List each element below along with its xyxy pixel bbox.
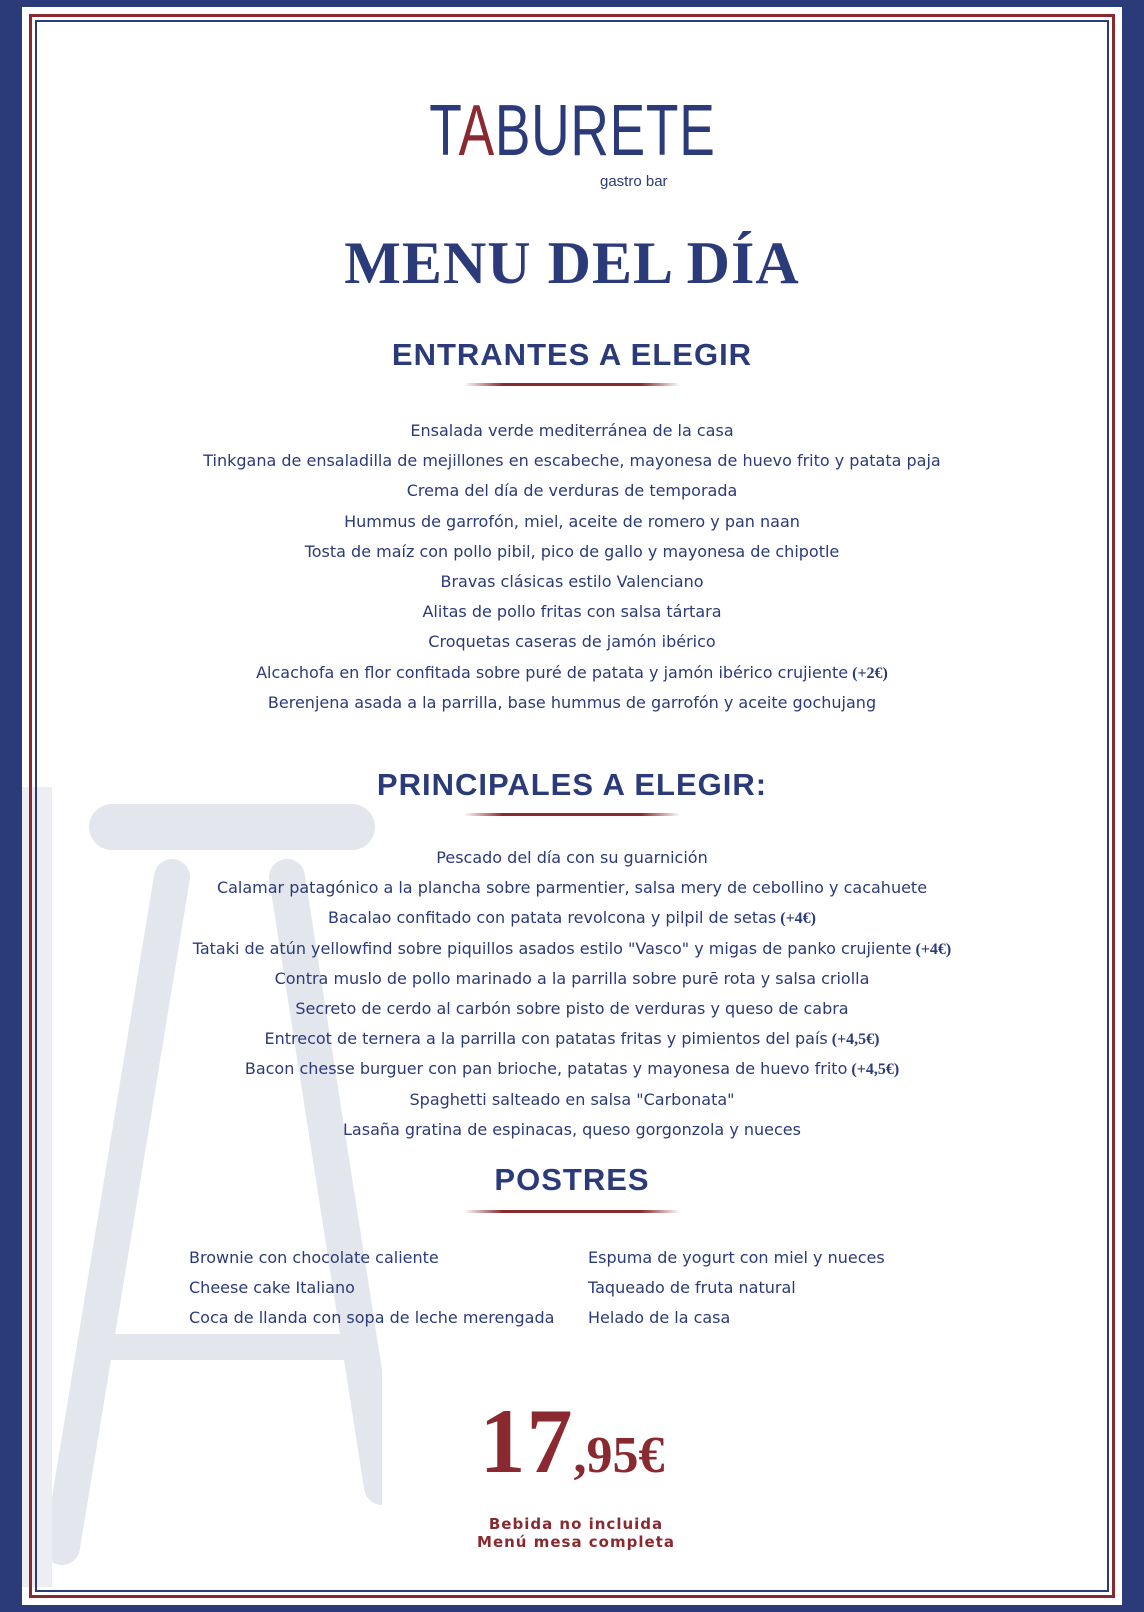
entrante-item xyxy=(22,476,1122,506)
principal-item-name: Spaghetti salteado en salsa "Carbonata" xyxy=(409,1089,735,1109)
postre-item: Espuma de yogurt con miel y nueces xyxy=(588,1248,885,1267)
entrante-item-name: Tinkgana de ensaladilla de mejillones en escabeche, mayonesa de huevo frito y patata paja xyxy=(203,451,941,471)
postres-list-left xyxy=(189,1243,554,1334)
entrante-item xyxy=(22,567,1122,597)
price-decimal: ,95€ xyxy=(573,1427,665,1484)
page-title: MENU DEL DÍA xyxy=(344,230,800,296)
principal-item-supplement: (+4€) xyxy=(776,910,817,928)
logo xyxy=(22,91,1122,190)
entrante-item xyxy=(22,507,1122,537)
entrantes-heading: ENTRANTES A ELEGIR xyxy=(391,337,753,372)
principal-item-name: Calamar patagónico a la plancha sobre parmentier, salsa mery de cebollino y cacahuete xyxy=(216,878,928,898)
entrante-item-name: Berenjena asada a la parrilla, base hummus de garrofón y aceite gochujang xyxy=(267,692,877,712)
principal-item xyxy=(22,934,1122,964)
principal-item-name: Tataki de atún yellowfind sobre piquillos asados estilo "Vasco" y migas de panko crujiente xyxy=(192,938,912,958)
principal-item-name: Lasaña gratina de espinacas, queso gorgonzola y nueces xyxy=(343,1119,801,1139)
logo-subtitle: gastro bar xyxy=(600,173,668,190)
principal-item xyxy=(22,964,1122,994)
principal-item xyxy=(22,1085,1122,1115)
entrante-item-name: Alitas de pollo fritas con salsa tártara xyxy=(422,602,722,622)
entrante-item xyxy=(22,688,1122,718)
principal-item-supplement: (+4,5€) xyxy=(827,1031,880,1049)
postre-item: Brownie con chocolate caliente xyxy=(189,1248,439,1267)
principal-item xyxy=(22,903,1122,933)
principales-heading: PRINCIPALES A ELEGIR: xyxy=(376,767,768,802)
entrante-item-name: Alcachofa en flor confitada sobre puré de patata y jamón ibérico crujiente xyxy=(256,662,849,682)
principal-item xyxy=(22,843,1122,873)
postres-list-right xyxy=(588,1243,885,1334)
postre-item: Cheese cake Italiano xyxy=(189,1278,355,1298)
entrante-item-supplement: (+2€) xyxy=(848,664,888,682)
principal-item-name: Secreto de cerdo al carbón sobre pisto de verduras y queso de cabra xyxy=(295,998,849,1018)
principal-item-name: Bacalao confitado con patata revolcona y pilpil de setas xyxy=(327,908,777,928)
principales-list xyxy=(22,843,1122,1145)
principal-item xyxy=(22,1024,1122,1054)
principal-item-supplement: (+4,5€) xyxy=(847,1061,900,1079)
entrantes-divider xyxy=(464,383,680,386)
note-full-table: Menú mesa completa xyxy=(477,1533,675,1551)
entrante-item xyxy=(22,627,1122,657)
entrante-item-name: Croquetas caseras de jamón ibérico xyxy=(428,632,716,652)
postre-item: Taqueado de fruta natural xyxy=(588,1278,796,1298)
entrante-item xyxy=(22,537,1122,567)
principal-item-supplement: (+4€) xyxy=(911,940,952,958)
entrante-item-name: Ensalada verde mediterránea de la casa xyxy=(410,421,734,440)
logo-wordmark: TABURETE xyxy=(428,91,716,171)
principal-item xyxy=(22,1115,1122,1145)
entrante-item xyxy=(22,597,1122,627)
entrante-item xyxy=(22,446,1122,476)
postre-item: Helado de la casa xyxy=(588,1308,731,1328)
postres-heading: POSTRES xyxy=(494,1162,650,1197)
principal-item-name: Contra muslo de pollo marinado a la parrilla sobre purē rota y salsa criolla xyxy=(274,968,870,988)
principal-item-name: Bacon chesse burguer con pan brioche, patatas y mayonesa de huevo frito xyxy=(244,1059,848,1079)
entrante-item xyxy=(22,658,1122,688)
entrante-item-name: Bravas clásicas estilo Valenciano xyxy=(440,571,704,591)
entrante-item xyxy=(22,416,1122,446)
postre-item: Coca de llanda con sopa de leche merengada xyxy=(189,1308,555,1328)
note-drinks: Bebida no incluida xyxy=(488,1515,664,1533)
principal-item xyxy=(22,994,1122,1024)
menu-notes xyxy=(22,1515,1122,1551)
menu-sheet xyxy=(22,7,1122,1605)
price-whole: 17 xyxy=(479,1390,574,1492)
entrante-item-name: Crema del día de verduras de temporada xyxy=(406,481,738,501)
entrante-item-name: Hummus de garrofón, miel, aceite de romero y pan naan xyxy=(344,511,800,531)
principal-item xyxy=(22,873,1122,903)
entrantes-list xyxy=(22,416,1122,718)
postres-divider xyxy=(464,1210,680,1213)
principal-item-name: Pescado del día con su guarnición xyxy=(436,848,708,867)
entrante-item-name: Tosta de maíz con pollo pibil, pico de gallo y mayonesa de chipotle xyxy=(304,541,840,561)
principal-item xyxy=(22,1054,1122,1084)
principales-divider xyxy=(464,813,680,816)
principal-item-name: Entrecot de ternera a la parrilla con patatas fritas y pimientos del país xyxy=(264,1029,828,1049)
menu-price xyxy=(22,1390,1122,1492)
